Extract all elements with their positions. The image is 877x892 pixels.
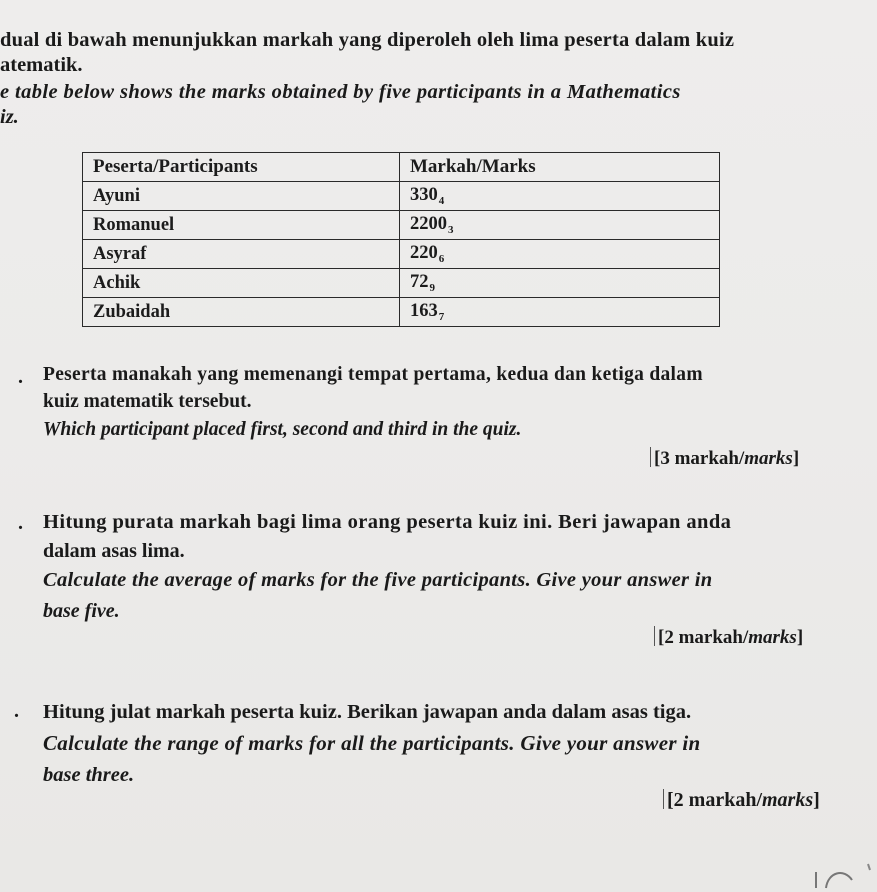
margin-tick	[654, 626, 655, 646]
participant-mark	[400, 182, 720, 211]
mark-value: 72	[410, 272, 429, 292]
marks-prefix: [3 markah/	[654, 448, 745, 469]
question-a-number: .	[18, 366, 23, 388]
marks-suffix: ]	[796, 627, 804, 648]
marks-italic: marks	[744, 448, 793, 469]
mark-value: 330	[410, 185, 438, 205]
table-row	[83, 240, 720, 269]
question-c-english-line1: Calculate the range of marks for all the participants. Give your answer in	[43, 731, 701, 755]
intro-english-line2: iz.	[0, 106, 19, 128]
mark-base: 9	[429, 282, 435, 294]
marks-italic: marks	[762, 789, 814, 811]
participant-name: Ayuni	[83, 182, 400, 211]
mark-base: 7	[438, 311, 445, 323]
marks-prefix: [2 markah/	[667, 789, 762, 811]
intro-malay-line1: dual di bawah menunjukkan markah yang diperoleh oleh lima peserta dalam kuiz	[0, 29, 735, 51]
header-marks: Markah/Marks	[400, 153, 720, 182]
question-c-english-line2: base three.	[43, 764, 135, 786]
question-b-english-line1: Calculate the average of marks for the five participants. Give your answer in	[43, 569, 713, 591]
question-a-malay-line2: kuiz matematik tersebut.	[43, 391, 252, 412]
header-participant: Peserta/Participants	[83, 153, 400, 182]
question-c-number: .	[14, 700, 19, 722]
mark-base: 3	[448, 224, 454, 236]
question-b-marks	[654, 626, 803, 649]
table-row	[83, 211, 720, 240]
question-b-number: .	[18, 512, 23, 534]
participant-name: Asyraf	[83, 240, 400, 269]
mark-base: 6	[438, 253, 445, 265]
table-row	[83, 269, 720, 298]
participant-mark	[400, 211, 720, 240]
mark-base: 4	[438, 195, 445, 207]
question-b-malay-line1: Hitung purata markah bagi lima orang peserta kuiz ini. Beri jawapan anda	[43, 511, 732, 533]
question-a-malay-line1: Peserta manakah yang memenangi tempat pertama, kedua dan ketiga dalam	[43, 364, 703, 385]
question-a-english-line1: Which participant placed first, second and third in the quiz.	[43, 419, 522, 440]
participant-name: Zubaidah	[83, 298, 400, 327]
question-a-marks	[650, 447, 799, 470]
mark-value: 220	[410, 243, 438, 263]
marks-prefix: [2 markah/	[658, 627, 749, 648]
table-header-row	[83, 153, 720, 182]
margin-tick	[663, 789, 664, 809]
question-c-marks	[663, 789, 820, 812]
intro-malay-line2: atematik.	[0, 54, 83, 76]
participant-name: Achik	[83, 269, 400, 298]
marks-suffix: ]	[813, 789, 820, 811]
participant-mark	[400, 269, 720, 298]
mark-value: 163	[410, 301, 438, 321]
question-b-malay-line2: dalam asas lima.	[43, 540, 185, 562]
marks-italic: marks	[748, 627, 797, 648]
question-b-english-line2: base five.	[43, 600, 120, 622]
participant-mark	[400, 298, 720, 327]
mark-value: 2200	[410, 214, 447, 234]
question-c-malay-line1: Hitung julat markah peserta kuiz. Berikan jawapan anda dalam asas tiga.	[43, 701, 692, 723]
pencil-scribble-icon	[808, 858, 877, 892]
participant-name: Romanuel	[83, 211, 400, 240]
marks-table	[82, 152, 720, 327]
participant-mark	[400, 240, 720, 269]
marks-suffix: ]	[792, 448, 800, 469]
intro-english-line1: e table below shows the marks obtained by five participants in a Mathematics	[0, 81, 681, 103]
margin-tick	[650, 447, 651, 467]
table-row	[83, 182, 720, 211]
table-row	[83, 298, 720, 327]
